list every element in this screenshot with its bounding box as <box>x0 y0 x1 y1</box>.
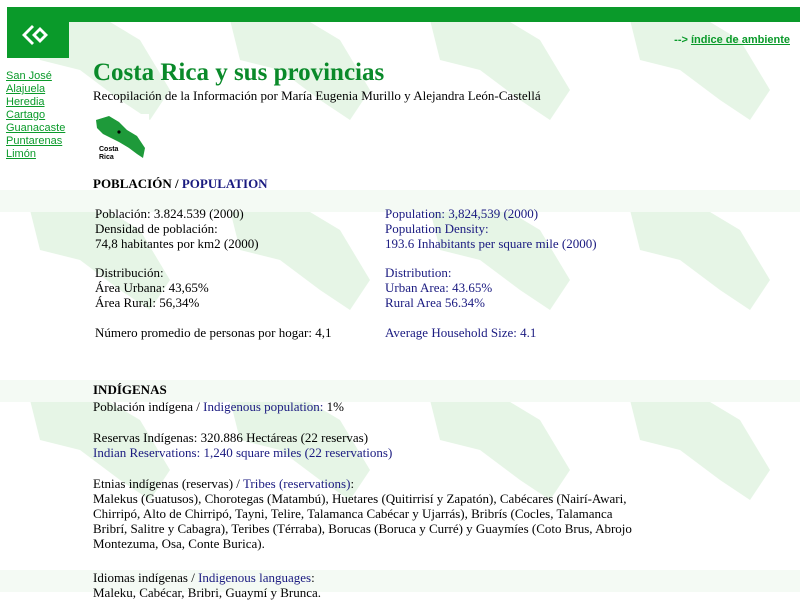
urban-en: Urban Area: 43.65% <box>385 280 493 295</box>
distribution-label-es: Distribución: <box>95 265 164 280</box>
page-title: Costa Rica y sus provincias <box>93 59 385 86</box>
indigenous-heading: INDÍGENAS <box>93 382 167 397</box>
density-label-en: Population Density: <box>385 221 489 236</box>
tribes-label-colon: : <box>350 476 355 491</box>
household-en: Average Household Size: 4.1 <box>385 325 537 340</box>
rural-es: Área Rural: 56,34% <box>95 295 200 310</box>
nav-guanacaste[interactable]: Guanacaste <box>6 122 66 134</box>
distribution-en-block <box>385 265 492 310</box>
indigenous-pop-en: Indigenous population: <box>203 399 324 414</box>
nav-san-jose[interactable]: San José <box>6 70 52 82</box>
map-label-costa: Costa <box>99 146 119 153</box>
costa-rica-map-icon <box>93 114 149 164</box>
urban-es: Área Urbana: 43,65% <box>95 280 209 295</box>
tribes-line-2: Chirripó, Alto de Chirripó, Tayni, Telire, Talamanca Cabécar y Ujarrás), Bribrís (Cocles, Talamanca <box>93 506 613 521</box>
population-heading-es: POBLACIÓN <box>93 176 172 191</box>
household-es: Número promedio de personas por hogar: 4,1 <box>95 325 332 340</box>
nav-heredia[interactable]: Heredia <box>6 96 45 108</box>
population-en: Population: 3,824,539 (2000) <box>385 206 539 221</box>
distribution-es-block <box>95 265 209 310</box>
tribes-block <box>93 476 632 551</box>
province-nav <box>6 70 65 161</box>
environment-index-link[interactable]: índice de ambiente <box>690 34 790 46</box>
nav-limon[interactable]: Limón <box>6 148 36 160</box>
languages-value: Maleku, Cabécar, Bribri, Guaymí y Brunca. <box>93 585 321 600</box>
nav-cartago[interactable]: Cartago <box>6 109 46 121</box>
tribes-label-en: Tribes (reservations) <box>242 476 351 491</box>
population-es: Población: 3.824.539 (2000) <box>95 206 244 221</box>
tribes-label-es: Etnias indígenas (reservas) / <box>93 476 240 491</box>
map-label-rica: Rica <box>99 154 114 161</box>
reservations-block <box>93 430 392 460</box>
indigenous-pop-value: 1% <box>326 399 344 414</box>
distribution-label-en: Distribution: <box>385 265 452 280</box>
top-bar <box>68 7 800 22</box>
population-heading-en: POPULATION <box>181 176 268 191</box>
nav-puntarenas[interactable]: Puntarenas <box>6 135 63 147</box>
tribes-line-3: Bribrí, Salitre y Cabagra), Teribes (Térraba), Borucas (Boruca y Curré) y Guaymíes (Coto Brus, Abrojo <box>93 521 632 536</box>
indigenous-pop-es: Población indígena / <box>93 399 200 414</box>
nav-alajuela[interactable]: Alajuela <box>6 83 46 95</box>
index-link-container <box>674 34 790 46</box>
heading-separator: / <box>174 176 179 191</box>
population-es-block <box>95 206 259 251</box>
languages-label-en: Indigenous languages <box>198 570 312 585</box>
arrow-text: --> <box>674 34 688 46</box>
density-value-en: 193.6 Inhabitants per square mile (2000) <box>385 236 597 251</box>
density-value-es: 74,8 habitantes por km2 (2000) <box>95 236 259 251</box>
page-subtitle: Recopilación de la Información por María Eugenia Murillo y Alejandra León-Castellá <box>93 88 541 103</box>
languages-label-es: Idiomas indígenas / <box>93 570 195 585</box>
languages-label-colon: : <box>311 570 315 585</box>
density-label-es: Densidad de población: <box>95 221 218 236</box>
rural-en: Rural Area 56.34% <box>385 295 486 310</box>
reservations-en: Indian Reservations: 1,240 square miles (22 reservations) <box>93 445 393 460</box>
tribes-line-4: Montezuma, Osa, Conte Burica). <box>93 536 265 551</box>
indigenous-population-line <box>93 399 344 414</box>
tribes-line-1: Malekus (Guatusos), Chorotegas (Matambú), Huetares (Quitirrisí y Zapatón), Cabécares (Nairí-Awari, <box>93 491 627 506</box>
population-en-block <box>385 206 597 251</box>
reservations-es: Reservas Indígenas: 320.886 Hectáreas (22 reservas) <box>93 430 369 445</box>
population-heading <box>93 176 268 192</box>
languages-block <box>93 570 321 600</box>
logo-icon[interactable] <box>20 22 50 48</box>
